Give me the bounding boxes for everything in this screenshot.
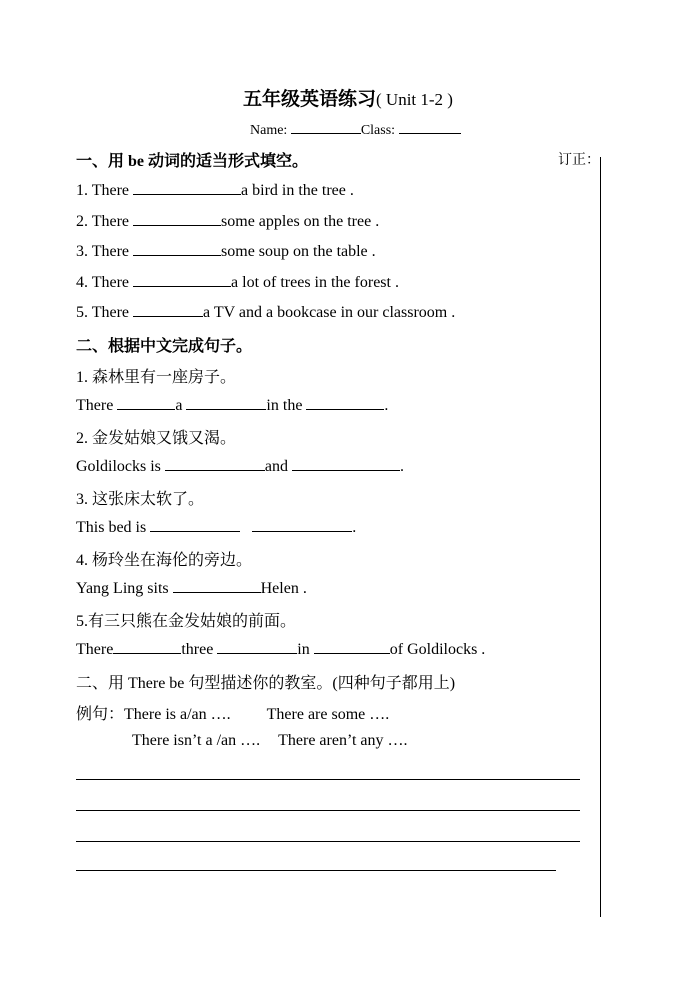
s2-q3-chinese: 3. 这张床太软了。 <box>76 491 205 508</box>
s1-item-4-num: 4. There <box>76 274 134 291</box>
s2-q5-chinese: 5.有三只熊在金发姑娘的前面。 <box>76 613 297 630</box>
s3-example-row-2 <box>132 732 408 750</box>
s2-q4-text-2: Helen . <box>260 580 307 597</box>
s1-item-1-rest: a bird in the tree . <box>241 182 354 199</box>
s1-item-5-rest: a TV and a bookcase in our classroom . <box>203 304 456 321</box>
s2-q4-answer <box>76 578 307 598</box>
s1-item-3-blank[interactable] <box>133 241 221 256</box>
s2-q1-blank-3[interactable] <box>306 395 384 410</box>
s2-q1-chinese: 1. 森林里有一座房子。 <box>76 369 237 386</box>
s2-q1-text-3: in the <box>266 397 307 414</box>
s2-q3-text-2: . <box>352 519 357 536</box>
s3-example-label: 例句： <box>76 706 125 723</box>
s2-q5-text-3: in <box>297 641 314 658</box>
s1-item-5-blank[interactable] <box>133 302 203 317</box>
s2-q2-chinese: 2. 金发姑娘又饿又渴。 <box>76 430 237 447</box>
s2-q4-text-1: Yang Ling sits <box>76 580 173 597</box>
s2-q3-blank-2[interactable] <box>252 517 352 532</box>
class-label: Class: <box>360 123 396 138</box>
s1-item-2 <box>76 211 379 231</box>
s2-q5-blank-3[interactable] <box>314 639 390 654</box>
s1-item-4-rest: a lot of trees in the forest . <box>231 274 399 291</box>
writing-line-1[interactable] <box>76 779 580 780</box>
s2-q3-answer <box>76 517 356 537</box>
s2-q3-blank-1[interactable] <box>150 517 240 532</box>
writing-line-4[interactable] <box>76 870 556 871</box>
s2-q2-answer <box>76 456 404 476</box>
s1-item-1-blank[interactable] <box>133 180 241 195</box>
s2-q3-text-1: This bed is <box>76 519 151 536</box>
s2-q2-text-3: . <box>400 458 404 475</box>
s2-q1-answer <box>76 395 388 415</box>
s1-item-4-blank[interactable] <box>133 272 231 287</box>
s2-q2-text-2: and <box>264 458 292 475</box>
section3-heading: 二、用 There be 句型描述你的教室。(四种句子都用上) <box>76 675 456 692</box>
s2-q5-text-4: of Goldilocks . <box>389 641 486 658</box>
s2-q1-text-2: a <box>175 397 187 414</box>
s1-item-2-rest: some apples on the tree . <box>221 213 380 230</box>
s1-item-1 <box>76 180 354 200</box>
s1-item-2-num: 2. There <box>76 213 134 230</box>
s1-item-3-rest: some soup on the table . <box>221 243 376 260</box>
s2-q1-blank-2[interactable] <box>186 395 266 410</box>
s2-q1-blank-1[interactable] <box>117 395 175 410</box>
s3-example-row-1 <box>76 701 389 724</box>
s2-q5-answer <box>76 639 485 659</box>
writing-line-3[interactable] <box>76 841 580 842</box>
class-blank[interactable] <box>399 119 461 134</box>
name-blank[interactable] <box>291 119 361 134</box>
s3-example-3: There isn’t a /an …. <box>132 732 261 749</box>
s2-q5-text-1: There <box>76 641 114 658</box>
s2-q2-blank-1[interactable] <box>165 456 265 471</box>
correction-divider <box>600 157 601 917</box>
s1-item-2-blank[interactable] <box>133 211 221 226</box>
s1-item-3 <box>76 241 376 261</box>
s2-q1-text-1: There <box>76 397 118 414</box>
s1-item-5 <box>76 302 455 322</box>
section1-heading: 一、用 be 动词的适当形式填空。 <box>76 153 309 170</box>
correction-label: 订正： <box>558 153 600 168</box>
s2-q2-text-1: Goldilocks is <box>76 458 165 475</box>
s2-q5-blank-2[interactable] <box>217 639 297 654</box>
s3-example-1: There is a/an …. <box>124 706 231 723</box>
s1-item-4 <box>76 272 399 292</box>
s1-item-3-num: 3. There <box>76 243 134 260</box>
s1-item-1-num: 1. There <box>76 182 134 199</box>
s2-q4-chinese: 4. 杨玲坐在海伦的旁边。 <box>76 552 253 569</box>
s2-q5-blank-1[interactable] <box>113 639 181 654</box>
s2-q4-blank-1[interactable] <box>173 578 261 593</box>
writing-line-2[interactable] <box>76 810 580 811</box>
page-title <box>0 84 696 111</box>
s3-example-2: There are some …. <box>266 706 390 723</box>
s3-example-4: There aren’t any …. <box>278 732 408 749</box>
name-class-line <box>250 119 461 139</box>
s2-q5-text-2: three <box>181 641 218 658</box>
s2-q1-text-4: . <box>384 397 389 414</box>
s1-item-5-num: 5. There <box>76 304 134 321</box>
title-unit: ( Unit 1-2 ) <box>376 90 453 109</box>
section2-heading: 二、根据中文完成句子。 <box>76 338 253 355</box>
title-text: 五年级英语练习 <box>243 89 377 110</box>
name-label: Name: <box>250 123 288 138</box>
s2-q2-blank-2[interactable] <box>292 456 400 471</box>
